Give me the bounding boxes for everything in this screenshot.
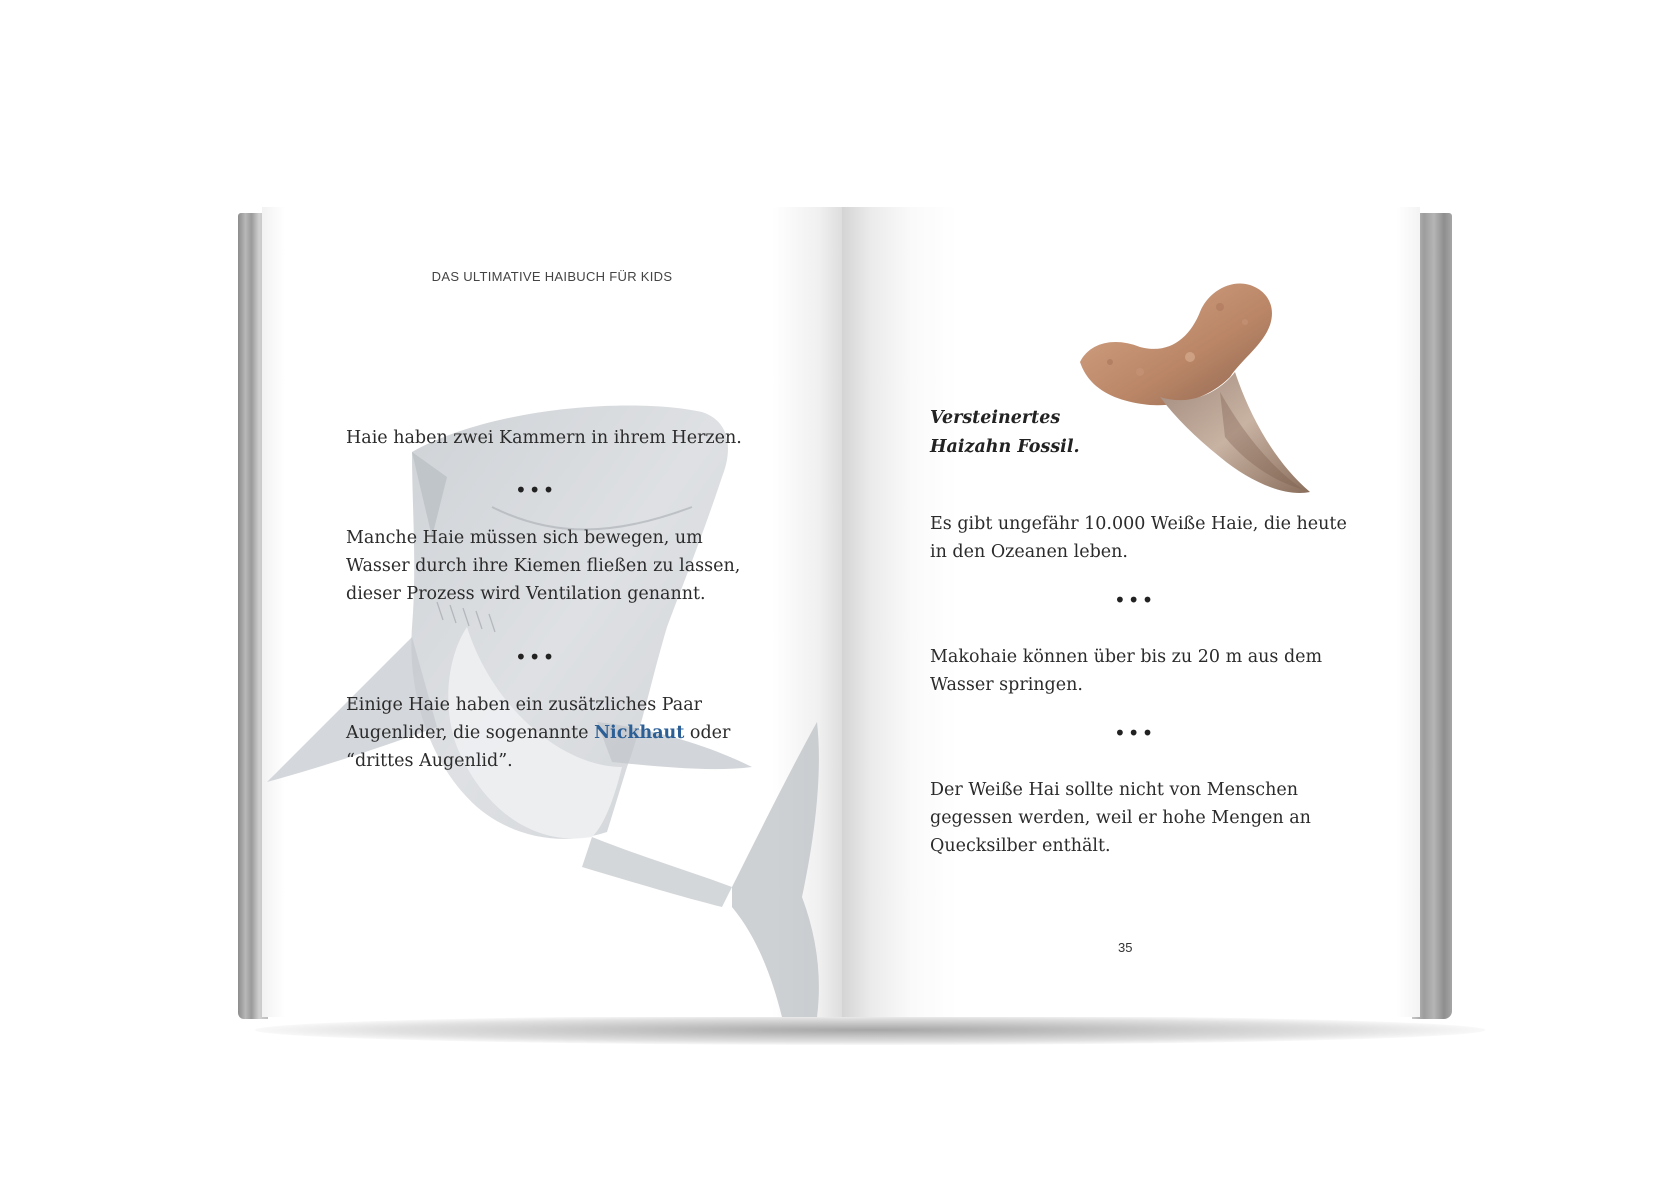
- shark-watercolor-icon: [262, 207, 842, 1017]
- fact-population-line1: Es gibt ungefähr 10.000 Weiße Haie, die heute: [930, 514, 1347, 534]
- separator-dots: •••: [1114, 721, 1156, 745]
- fact-mako-line2: Wasser springen.: [930, 675, 1083, 695]
- tooth-caption-line2: Haizahn Fossil.: [930, 437, 1080, 457]
- separator-dots: •••: [515, 645, 557, 669]
- separator-dots: •••: [515, 478, 557, 502]
- fact-third-eyelid: [346, 691, 730, 775]
- fact-great-white-population: [930, 510, 1347, 566]
- fact-third-eyelid-line3: “drittes Augenlid”.: [346, 751, 513, 771]
- fact-ventilation-line1: Manche Haie müssen sich bewegen, um: [346, 528, 703, 548]
- fact-ventilation-line3: dieser Prozess wird Ventilation genannt.: [346, 584, 706, 604]
- fact-mercury-line2: gegessen werden, weil er hohe Mengen an: [930, 808, 1311, 828]
- fact-mercury-line3: Quecksilber enthält.: [930, 836, 1111, 856]
- fact-ventilation: [346, 524, 740, 608]
- page-number: 35: [1118, 940, 1133, 955]
- book-shadow: [255, 1015, 1485, 1045]
- fact-mako-line1: Makohaie können über bis zu 20 m aus dem: [930, 647, 1323, 667]
- separator-dots: •••: [1114, 588, 1156, 612]
- fact-third-eyelid-line2-post: oder: [684, 723, 731, 743]
- tooth-caption-line1: Versteinertes: [930, 408, 1061, 428]
- fact-population-line2: in den Ozeanen leben.: [930, 542, 1128, 562]
- tooth-caption: [930, 404, 1080, 462]
- fact-third-eyelid-line2-pre: Augenlider, die sogenannte: [346, 723, 595, 743]
- running-head: DAS ULTIMATIVE HAIBUCH FÜR KIDS: [431, 269, 673, 284]
- left-page: [262, 207, 842, 1017]
- fact-heart-chambers: Haie haben zwei Kammern in ihrem Herzen.: [346, 428, 742, 448]
- fact-ventilation-line2: Wasser durch ihre Kiemen fließen zu lassen,: [346, 556, 741, 576]
- fact-mercury: [930, 776, 1311, 860]
- fact-third-eyelid-line1: Einige Haie haben ein zusätzliches Paar: [346, 695, 702, 715]
- highlight-nickhaut: Nickhaut: [594, 723, 685, 743]
- right-page: [842, 207, 1420, 1017]
- fossil-shark-tooth-icon: [1070, 267, 1320, 517]
- fact-mako-jump: [930, 643, 1322, 699]
- fact-mercury-line1: Der Weiße Hai sollte nicht von Menschen: [930, 780, 1298, 800]
